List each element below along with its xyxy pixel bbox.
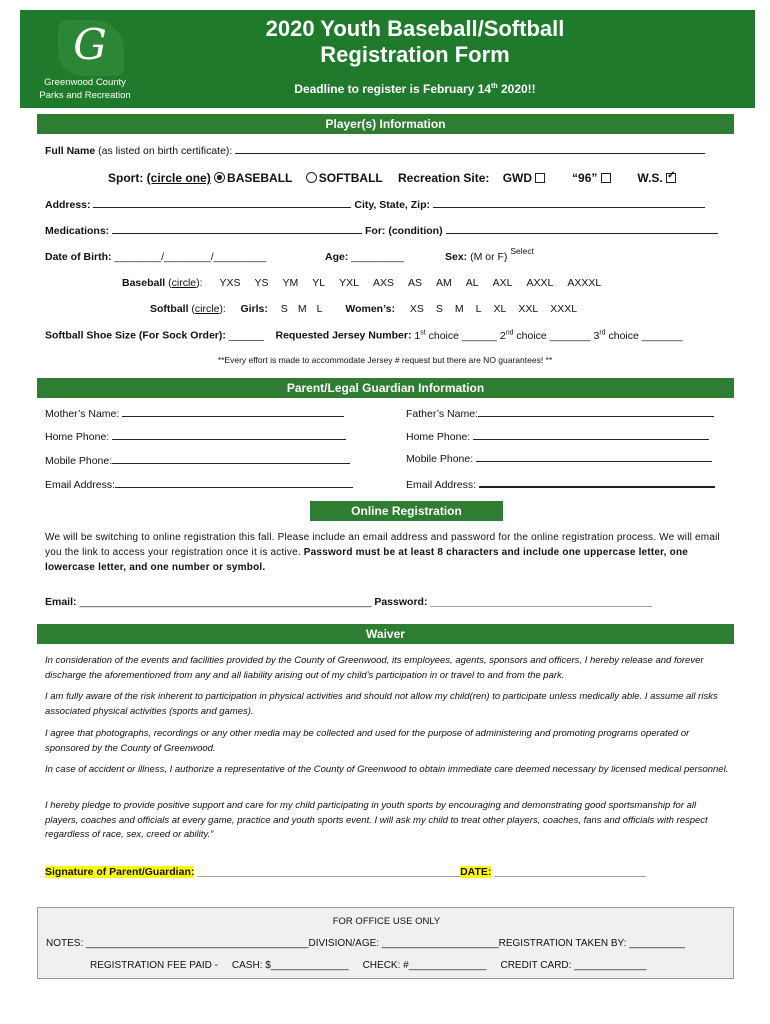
sport-circle-hint: (circle one) xyxy=(146,171,211,185)
size-option[interactable]: AS xyxy=(407,277,422,289)
home-phone-row xyxy=(45,431,346,443)
jersey-choice-1[interactable] xyxy=(414,330,497,342)
address-row xyxy=(45,199,705,211)
size-option[interactable]: AXXL xyxy=(526,277,554,289)
sex-select-dropdown[interactable]: Select xyxy=(510,246,534,256)
check-field[interactable]: ______________ xyxy=(408,960,487,971)
size-option[interactable]: YXL xyxy=(339,277,359,289)
size-option[interactable]: AXL xyxy=(492,277,513,289)
choice-3-num: 3 xyxy=(593,329,600,342)
site-96-checkbox[interactable] xyxy=(601,173,611,183)
size-option[interactable]: AL xyxy=(465,277,479,289)
player-info-band: Player(s) Information xyxy=(37,114,734,134)
division-field[interactable]: _____________________ xyxy=(381,938,499,949)
email-label-2: Email Address: xyxy=(406,479,479,491)
date-label: DATE: xyxy=(460,866,492,878)
office-heading: FOR OFFICE USE ONLY xyxy=(332,916,441,927)
girls-size-list xyxy=(271,303,322,315)
mobile-field[interactable] xyxy=(112,455,350,464)
county-logo xyxy=(30,18,160,102)
size-option[interactable]: YXS xyxy=(219,277,241,289)
baseball-circle-hint: circle xyxy=(171,277,197,289)
waiver-p5: I hereby pledge to provide positive support and care for my child participating in youth sports by encouraging and demonstrating good sportsmanship for all players, coaches and officials at every game, practice and youth sports event. I will ask my child to treat other players, coaches, fans and officials with respect regardless of race, sex, creed or ability.” xyxy=(45,800,708,840)
mobile-field-2[interactable] xyxy=(476,453,712,462)
softball-sizes-row: Softball (circle): Girls: S M L Women’s: XS S M L XL XXL XXXL xyxy=(150,303,578,315)
choice-2-sup: nd xyxy=(505,329,514,336)
office-payment-row xyxy=(90,960,647,971)
online-credentials-row xyxy=(45,596,652,608)
size-option[interactable]: XL xyxy=(493,303,507,315)
logo-letter: G xyxy=(73,20,107,69)
rec-site-label: Recreation Site: xyxy=(398,171,490,185)
father-label: Father’s Name: xyxy=(406,408,478,420)
mobile-label-2: Mobile Phone: xyxy=(406,453,477,465)
waiver-p1: In consideration of the events and facilities provided by the County of Greenwood, its employees, agents, sponsors and officers, I hereby release and forever discharge the aforementioned from any and all liability arising out of my child’s participation in or travel to and from the park. xyxy=(45,655,704,681)
office-use-box xyxy=(37,907,734,979)
baseball-sizes-row: Baseball (circle): YXS YS YM YL YXL AXS AS AM AL AXL AXXL AXXXL xyxy=(122,277,602,289)
address-label: Address: xyxy=(45,199,94,211)
home-phone-field-2[interactable] xyxy=(473,431,709,440)
mother-field[interactable] xyxy=(122,408,344,417)
choice-1-text: choice ______ xyxy=(425,329,497,342)
deadline-sup: th xyxy=(491,83,498,90)
size-option[interactable]: M xyxy=(454,303,464,315)
mother-row xyxy=(45,408,344,420)
size-option[interactable]: AM xyxy=(436,277,452,289)
fee-label: REGISTRATION FEE PAID - xyxy=(90,960,218,971)
waiver-p3: I agree that photographs, recordings or any other media may be collected and used for the purpose of administering and promoting programs operated or sponsored by the County of Greenwood. xyxy=(45,728,690,754)
size-option[interactable]: S xyxy=(280,303,288,315)
age-field[interactable]: _________ xyxy=(351,251,404,263)
softball-radio[interactable] xyxy=(306,172,317,183)
page-title xyxy=(210,16,620,68)
father-field[interactable] xyxy=(478,408,714,417)
online-band: Online Registration xyxy=(310,501,503,521)
online-text-bold: Password must be at least 8 characters and include one uppercase letter, one lowercase letter, and one number or symbol. xyxy=(45,547,689,573)
size-option[interactable]: XXXL xyxy=(550,303,578,315)
online-email-field[interactable]: __________________________________________________ xyxy=(79,596,372,608)
email-field[interactable] xyxy=(115,479,353,488)
womens-size-list xyxy=(398,303,577,315)
reg-taken-field[interactable]: __________ xyxy=(629,938,685,949)
org-name xyxy=(30,76,140,102)
waiver-p2: I am fully aware of the risk inherent to participation in physical activities and should not allow my child(ren) to participate unless medically able. I assume all risks associated physical activities (sports and games). xyxy=(45,691,718,717)
choice-1-sup: st xyxy=(420,329,426,336)
sport-row xyxy=(108,171,383,185)
size-option[interactable]: AXS xyxy=(372,277,394,289)
mobile-row xyxy=(45,455,350,467)
jersey-choice-2[interactable] xyxy=(500,330,591,342)
shoe-jersey-row xyxy=(45,329,683,342)
choice-3-text: choice _______ xyxy=(605,329,683,342)
jersey-choice-3[interactable] xyxy=(593,330,682,342)
softball-circle-hint: circle xyxy=(194,303,220,315)
email-row xyxy=(45,479,353,491)
deadline-post: 2020!! xyxy=(497,82,536,96)
womens-label: Women’s: xyxy=(345,303,395,315)
site-gwd-label: GWD xyxy=(502,171,533,185)
city-field[interactable] xyxy=(433,199,705,208)
online-password-label: Password: xyxy=(374,596,431,608)
cash-label: CASH: $ xyxy=(231,960,271,971)
jersey-note: **Every effort is made to accommodate Jersey # request but there are NO guarantees! ** xyxy=(217,355,553,365)
online-text xyxy=(45,530,730,575)
address-field[interactable] xyxy=(93,199,351,208)
condition-field[interactable] xyxy=(446,225,718,234)
site-gwd-checkbox[interactable] xyxy=(535,173,545,183)
age-label: Age: xyxy=(325,251,352,263)
choice-3-sup: rd xyxy=(599,329,606,336)
credit-label: CREDIT CARD: xyxy=(500,960,572,971)
notes-label: NOTES: xyxy=(46,938,84,949)
sex-options: (M or F) xyxy=(470,251,508,263)
site-ws-label: W.S. xyxy=(637,171,663,185)
home-phone-label: Home Phone: xyxy=(45,431,113,443)
title-line-2: Registration Form xyxy=(320,42,510,67)
dob-field[interactable]: ________/________/_________ xyxy=(114,251,267,263)
site-96-label: “96” xyxy=(572,171,598,185)
sex-label: Sex: xyxy=(445,251,471,263)
size-option[interactable]: M xyxy=(297,303,307,315)
choice-2-text: choice _______ xyxy=(513,329,591,342)
sport-label: Sport: xyxy=(108,171,147,185)
size-option[interactable]: XXL xyxy=(518,303,539,315)
dob-row xyxy=(45,251,266,263)
home-phone-row-2 xyxy=(406,431,709,443)
full-name-field[interactable] xyxy=(235,145,705,154)
size-option[interactable]: YS xyxy=(254,277,269,289)
division-label: DIVISION/AGE: xyxy=(308,938,380,949)
baseball-sizes-label: Baseball xyxy=(122,277,166,289)
signature-row xyxy=(45,866,730,878)
softball-label: SOFTBALL xyxy=(318,171,383,185)
city-label: City, State, Zip: xyxy=(354,199,433,211)
notes-field[interactable]: ________________________________________ xyxy=(86,938,309,949)
online-password-field[interactable]: ______________________________________ xyxy=(430,596,653,608)
site-ws-checkbox[interactable] xyxy=(666,173,676,183)
medications-field[interactable] xyxy=(112,225,362,234)
signature-label: Signature of Parent/Guardian: xyxy=(45,866,195,878)
baseball-radio[interactable] xyxy=(214,172,225,183)
credit-field[interactable]: _____________ xyxy=(574,960,647,971)
dob-label: Date of Birth: xyxy=(45,251,115,263)
medications-label: Medications: xyxy=(45,225,113,237)
email-row-2 xyxy=(406,479,715,491)
check-label: CHECK: # xyxy=(362,960,409,971)
sex-row xyxy=(445,246,534,263)
online-text-1: We will be switching to online registration this fall. Please include an email address and password for the online registration process. We will email you the link to access your registration once it is active. xyxy=(45,532,720,558)
condition-label: For: (condition) xyxy=(365,225,446,237)
size-option[interactable]: YL xyxy=(312,277,326,289)
softball-sizes-label: Softball xyxy=(150,303,189,315)
father-row xyxy=(406,408,714,420)
mobile-label: Mobile Phone: xyxy=(45,455,113,467)
form-header xyxy=(20,10,755,108)
cash-field[interactable]: ______________ xyxy=(270,960,349,971)
guardian-band: Parent/Legal Guardian Information xyxy=(37,378,734,398)
choice-2-num: 2 xyxy=(499,329,506,342)
full-name-label: Full Name xyxy=(45,145,96,157)
baseball-size-list xyxy=(205,277,601,289)
shoe-label: Softball Shoe Size (For Sock Order): xyxy=(45,329,226,342)
waiver-p4: In case of accident or illness, I authorize a representative of the County of Greenwood to obtain immediate care deemed necessary by licensed medical personnel. xyxy=(45,764,729,775)
email-field-2[interactable] xyxy=(479,479,715,488)
waiver-band: Waiver xyxy=(37,624,734,644)
signature-field[interactable]: _____________________________________________ xyxy=(197,866,461,878)
org-line-2: Parks and Recreation xyxy=(39,90,131,101)
mother-label: Mother’s Name: xyxy=(45,408,123,420)
deadline-pre: Deadline to register is February 14 xyxy=(294,82,492,96)
rec-site-row xyxy=(398,171,676,185)
home-phone-label-2: Home Phone: xyxy=(406,431,474,443)
size-option[interactable]: S xyxy=(435,303,443,315)
org-line-1: Greenwood County xyxy=(44,77,126,88)
reg-taken-label: REGISTRATION TAKEN BY: xyxy=(498,938,627,949)
size-option[interactable]: XS xyxy=(409,303,424,315)
choice-1-num: 1 xyxy=(414,329,421,342)
jersey-label: Requested Jersey Number: xyxy=(275,329,412,342)
title-line-1: 2020 Youth Baseball/Softball xyxy=(265,16,565,41)
full-name-row[interactable] xyxy=(45,145,705,157)
mobile-row-2 xyxy=(406,453,712,465)
size-option[interactable]: L xyxy=(475,303,482,315)
medications-row xyxy=(45,225,718,237)
full-name-hint: (as listed on birth certificate): xyxy=(95,145,236,157)
size-option[interactable]: L xyxy=(316,303,323,315)
deadline-text xyxy=(210,82,620,96)
email-label: Email Address: xyxy=(45,479,116,491)
online-email-label: Email: xyxy=(45,596,80,608)
shoe-field[interactable]: ______ xyxy=(228,329,264,342)
office-notes-row xyxy=(46,938,685,949)
baseball-label: BASEBALL xyxy=(227,171,293,185)
size-option[interactable]: YM xyxy=(282,277,299,289)
size-option[interactable]: AXXXL xyxy=(567,277,602,289)
date-field[interactable]: __________________________ xyxy=(494,866,647,878)
home-phone-field[interactable] xyxy=(112,431,346,440)
girls-label: Girls: xyxy=(240,303,268,315)
age-row xyxy=(325,251,404,263)
